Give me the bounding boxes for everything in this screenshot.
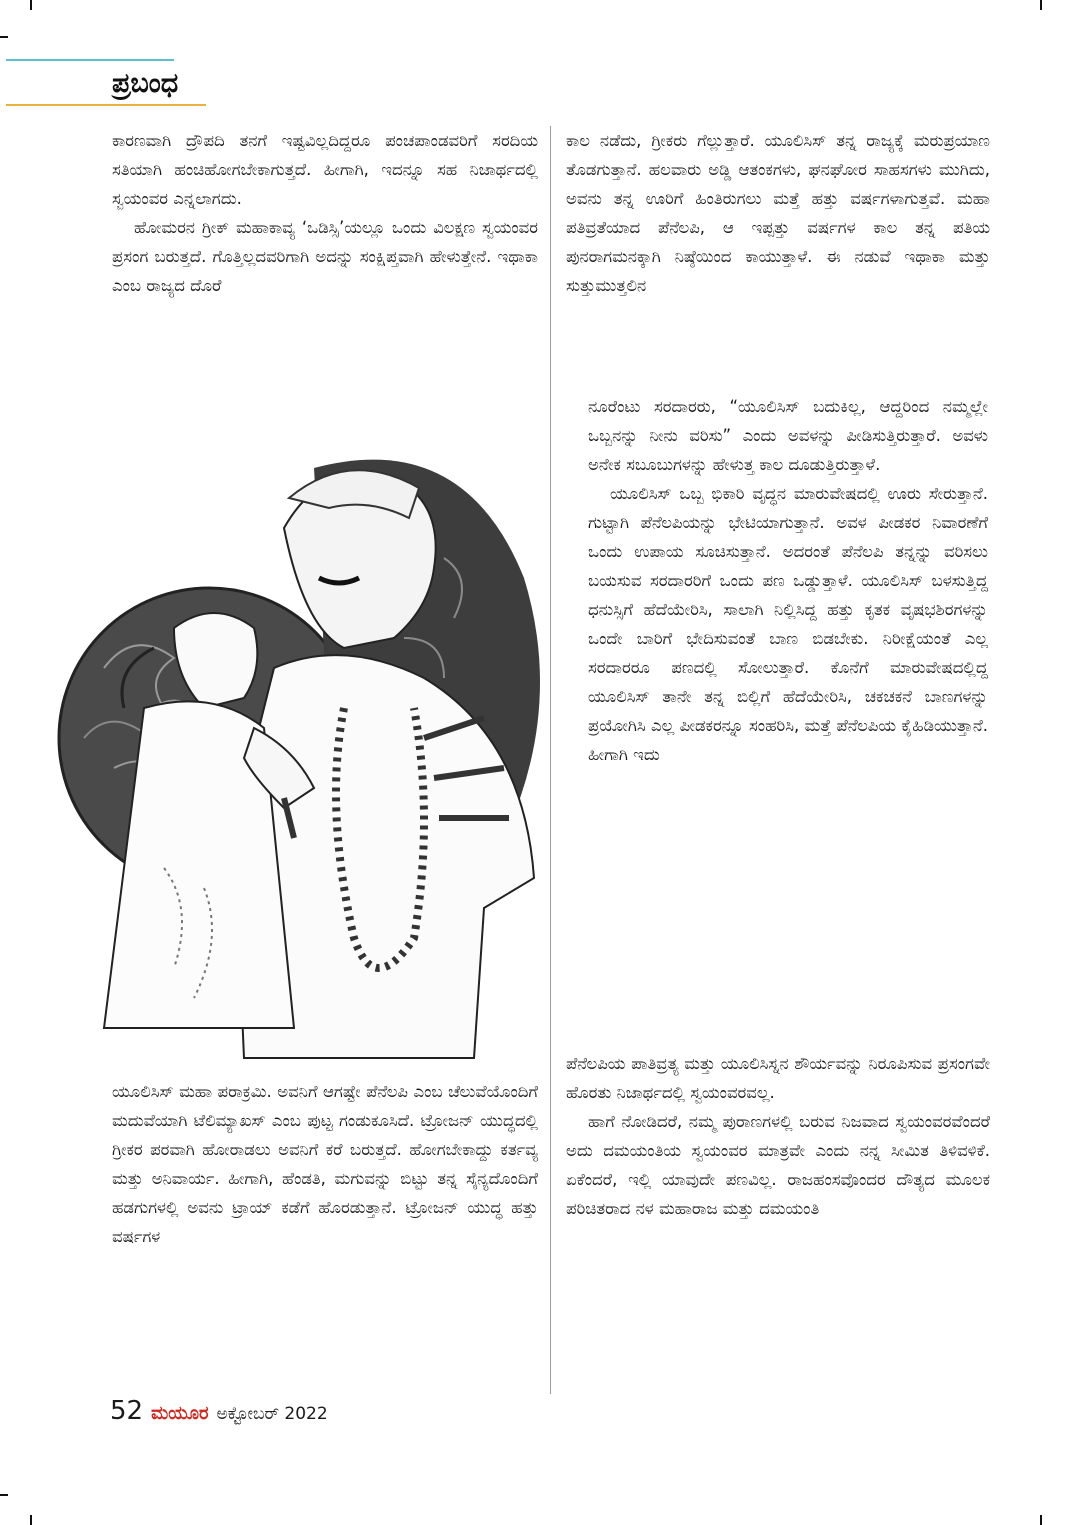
crop-mark xyxy=(30,1515,32,1525)
paragraph: ಯೂಲಿಸಿಸ್ ಒಬ್ಬ ಭಿಕಾರಿ ವೃದ್ಧನ ಮಾರುವೇಷದಲ್ಲಿ ಊರು ಸೇರುತ್ತಾನೆ. ಗುಟ್ಟಾಗಿ ಪೆನೆಲಪಿಯನ್ನು ಭೇಟಿಯಾಗುತ್ತಾನೆ. ಅವಳ ಪೀಡಕರ ನಿವಾರಣೆಗೆ ಒಂದು ಉಪಾಯ ಸೂಚಿಸುತ್ತಾನೆ. ಅದರಂತೆ ಪೆನೆಲಪಿ ತನ್ನನ್ನು ವರಿಸಲು ಬಯಸುವ ಸರದಾರರಿಗೆ ಒಂದು ಪಣ ಒಡ್ಡುತ್ತಾಳೆ. ಯೂಲಿಸಿಸ್ ಬಳಸುತ್ತಿದ್ದ ಧನುಸ್ಸಿಗೆ ಹೆದೆಯೇರಿಸಿ, ಸಾಲಾಗಿ ನಿಲ್ಲಿಸಿದ್ದ ಹತ್ತು ಕೃತಕ ವೃಷಭಶಿರಗಳನ್ನು ಒಂದೇ ಬಾರಿಗೆ ಭೇದಿಸುವಂತೆ ಬಾಣ ಬಿಡಬೇಕು. ನಿರೀಕ್ಷೆಯಂತೆ ಎಲ್ಲ ಸರದಾರರೂ ಪಣದಲ್ಲಿ ಸೋಲುತ್ತಾರೆ. ಕೊನೆಗೆ ಮಾರುವೇಷದಲ್ಲಿದ್ದ ಯೂಲಿಸಿಸ್ ತಾನೇ ತನ್ನ ಬಿಲ್ಲಿಗೆ ಹೆದೆಯೇರಿಸಿ, ಚಕಚಕನೆ ಬಾಣಗಳನ್ನು ಪ್ರಯೋಗಿಸಿ ಎಲ್ಲ ಪೀಡಕರನ್ನೂ ಸಂಹರಿಸಿ, ಮತ್ತೆ ಪೆನೆಲಪಿಯ ಕೈಹಿಡಿಯುತ್ತಾನೆ. ಹೀಗಾಗಿ ಇದು xyxy=(588,484,988,764)
paragraph: ಯೂಲಿಸಿಸ್ ಮಹಾ ಪರಾಕ್ರಮಿ. ಅವನಿಗೆ ಆಗಷ್ಟೇ ಪೆನೆಲಪಿ ಎಂಬ ಚೆಲುವೆಯೊಂದಿಗೆ ಮದುವೆಯಾಗಿ ಟೆಲಿಮ್ಯಾಖಸ್ ಎಂಬ ಪುಟ್ಟ ಗಂಡುಕೂಸಿದೆ. ಟ್ರೋಜನ್ ಯುದ್ಧದಲ್ಲಿ ಗ್ರೀಕರ ಪರವಾಗಿ ಹೋರಾಡಲು ಅವನಿಗೆ ಕರೆ ಬರುತ್ತದೆ. ಹೋಗಬೇಕಾದ್ದು ಕರ್ತವ್ಯ ಮತ್ತು ಅನಿವಾರ್ಯ. ಹೀಗಾಗಿ, ಹೆಂಡತಿ, ಮಗುವನ್ನು ಬಿಟ್ಟು ತನ್ನ ಸೈನ್ಯದೊಂದಿಗೆ ಹಡಗುಗಳಲ್ಲಿ ಅವನು ಟ್ರಾಯ್ ಕಡೆಗೆ ಹೊರಡುತ್ತಾನೆ. ಟ್ರೋಜನ್ ಯುದ್ಧ ಹತ್ತು ವರ್ಷಗಳ xyxy=(112,1082,538,1246)
issue-date: ಅಕ್ಟೋಬರ್ 2022 xyxy=(216,1404,328,1424)
crop-mark xyxy=(0,36,8,38)
left-column-top xyxy=(112,126,538,300)
right-column-part-1 xyxy=(566,126,990,300)
crop-mark xyxy=(30,0,32,10)
left-column-bottom xyxy=(112,1077,538,1251)
paragraph: ನೂರೆಂಟು ಸರದಾರರು, “ಯೂಲಿಸಿಸ್ ಬದುಕಿಲ್ಲ, ಆದ್ದರಿಂದ ನಮ್ಮಲ್ಲೇ ಒಬ್ಬನನ್ನು ನೀನು ವರಿಸು” ಎಂದು ಅವಳನ್ನು ಪೀಡಿಸುತ್ತಿರುತ್ತಾರೆ. ಅವಳು ಅನೇಕ ಸಬೂಬುಗಳನ್ನು ಹೇಳುತ್ತ ಕಾಲ ದೂಡುತ್ತಿರುತ್ತಾಳೆ. xyxy=(588,397,988,474)
right-column-part-2 xyxy=(588,392,988,769)
paragraph: ಹಾಗೆ ನೋಡಿದರೆ, ನಮ್ಮ ಪುರಾಣಗಳಲ್ಲಿ ಬರುವ ನಿಜವಾದ ಸ್ವಯಂವರವೆಂದರೆ ಅದು ದಮಯಂತಿಯ ಸ್ವಯಂವರ ಮಾತ್ರವೇ ಎಂದು ನನ್ನ ಸೀಮಿತ ತಿಳಿವಳಿಕೆ. ಏಕೆಂದರೆ, ಇಲ್ಲಿ ಯಾವುದೇ ಪಣವಿಲ್ಲ. ರಾಜಹಂಸವೊಂದರ ದೌತ್ಯದ ಮೂಲಕ ಪರಿಚಿತರಾದ ನಳ ಮಹಾರಾಜ ಮತ್ತು ದಮಯಂತಿ xyxy=(566,1112,990,1218)
right-column-part-3 xyxy=(566,1049,990,1223)
ulysses-penelope-illustration xyxy=(44,408,564,1063)
section-title: ಪ್ರಬಂಧ xyxy=(112,68,179,99)
paragraph: ಪೆನೆಲಪಿಯ ಪಾತಿವ್ರತ್ಯ ಮತ್ತು ಯೂಲಿಸಿಸ್ನನ ಶೌರ್ಯವನ್ನು ನಿರೂಪಿಸುವ ಪ್ರಸಂಗವೇ ಹೊರತು ನಿಜಾರ್ಥದಲ್ಲಿ ಸ್ವಯಂವರವಲ್ಲ. xyxy=(566,1054,990,1102)
header-rule-gold xyxy=(6,104,206,106)
paragraph: ಕಾಲ ನಡೆದು, ಗ್ರೀಕರು ಗೆಲ್ಲುತ್ತಾರೆ. ಯೂಲಿಸಿಸ್ ತನ್ನ ರಾಜ್ಯಕ್ಕೆ ಮರುಪ್ರಯಾಣ ತೊಡಗುತ್ತಾನೆ. ಹಲವಾರು ಅಡ್ಡಿ ಆತಂಕಗಳು, ಘನಘೋರ ಸಾಹಸಗಳು ಮುಗಿದು, ಅವನು ತನ್ನ ಊರಿಗೆ ಹಿಂತಿರುಗಲು ಮತ್ತೆ ಹತ್ತು ವರ್ಷಗಳಾಗುತ್ತವೆ. ಮಹಾ ಪತಿವ್ರತೆಯಾದ ಪೆನೆಲಪಿ, ಆ ಇಪ್ಪತ್ತು ವರ್ಷಗಳ ಕಾಲ ತನ್ನ ಪತಿಯ ಪುನರಾಗಮನಕ್ಕಾಗಿ ನಿಷ್ಠೆಯಿಂದ ಕಾಯುತ್ತಾಳೆ. ಈ ನಡುವೆ ಇಥಾಕಾ ಮತ್ತು ಸುತ್ತುಮುತ್ತಲಿನ xyxy=(566,131,990,295)
paragraph: ಹೋಮರನ ಗ್ರೀಕ್ ಮಹಾಕಾವ್ಯ ‘ಒಡಿಸ್ಸಿ’ಯಲ್ಲೂ ಒಂದು ವಿಲಕ್ಷಣ ಸ್ವಯಂವರ ಪ್ರಸಂಗ ಬರುತ್ತದೆ. ಗೊತ್ತಿಲ್ಲದವರಿಗಾಗಿ ಅದನ್ನು ಸಂಕ್ಷಿಪ್ತವಾಗಿ ಹೇಳುತ್ತೇನೆ. ಇಥಾಕಾ ಎಂಬ ರಾಜ್ಯದ ದೊರೆ xyxy=(112,218,538,295)
crop-mark xyxy=(0,1494,8,1496)
header-rule-teal xyxy=(6,59,174,61)
crop-mark xyxy=(1040,0,1042,10)
crop-mark xyxy=(1040,1515,1042,1525)
paragraph: ಕಾರಣವಾಗಿ ದ್ರೌಪದಿ ತನಗೆ ಇಷ್ಟವಿಲ್ಲದಿದ್ದರೂ ಪಂಚಪಾಂಡವರಿಗೆ ಸರದಿಯ ಸತಿಯಾಗಿ ಹಂಚಿಹೋಗಬೇಕಾಗುತ್ತದೆ. ಹೀಗಾಗಿ, ಇದನ್ನೂ ಸಹ ನಿಜಾರ್ಥದಲ್ಲಿ ಸ್ವಯಂವರ ಎನ್ನಲಾಗದು. xyxy=(112,131,538,208)
page-number: 52 xyxy=(110,1396,144,1426)
page-footer xyxy=(110,1396,328,1426)
magazine-logo: ಮಯೂರ xyxy=(151,1403,209,1424)
